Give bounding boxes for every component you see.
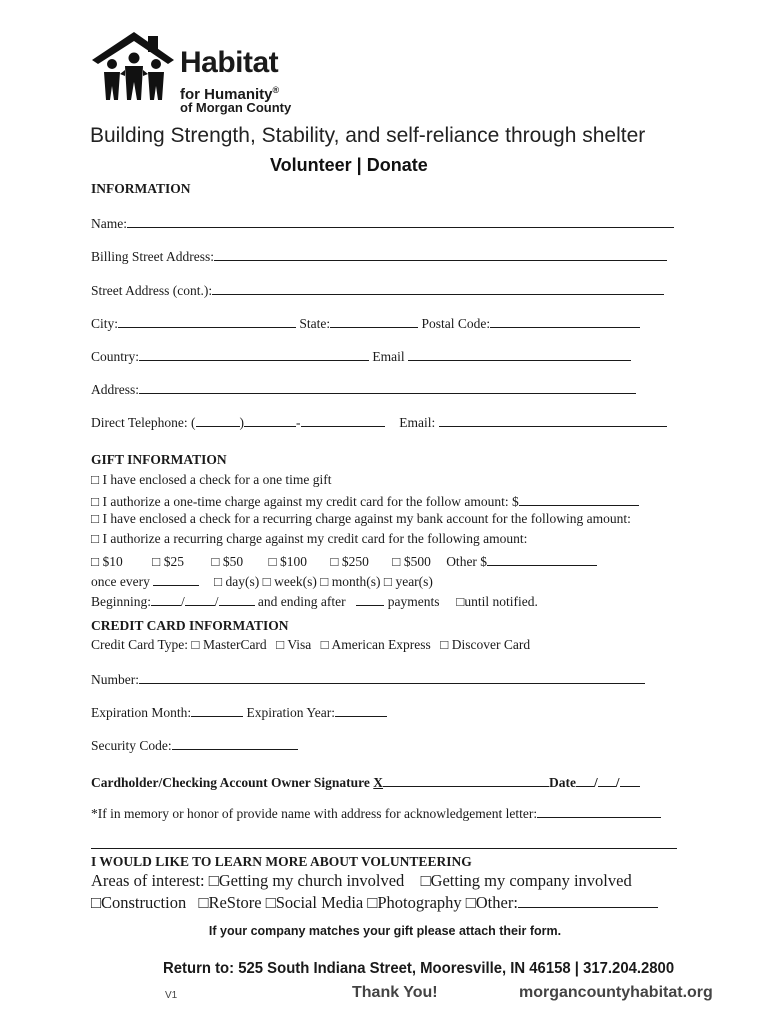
logo-county-text: of Morgan County <box>180 100 292 115</box>
memory-field[interactable] <box>537 804 661 818</box>
expiration-row <box>91 703 387 721</box>
email1-field[interactable] <box>408 347 631 361</box>
amount-option[interactable]: □ $10 <box>91 554 123 569</box>
other-amount-label: Other $ <box>446 554 488 569</box>
signature-label: Cardholder/Checking Account Owner Signature <box>91 775 370 790</box>
card-type-label: Credit Card Type: <box>91 637 189 652</box>
match-note: If your company matches your gift please attach their form. <box>208 924 562 938</box>
other-interest-field[interactable] <box>518 892 658 908</box>
period-option[interactable]: □ week(s) <box>262 574 317 589</box>
payments-label: payments <box>387 594 440 609</box>
amount-option[interactable]: □ $500 <box>392 554 431 569</box>
checkbox-icon[interactable]: □ <box>330 554 339 569</box>
card-number-field[interactable] <box>139 670 645 684</box>
checkbox-icon[interactable]: □ <box>213 574 223 589</box>
address-label: Address: <box>91 382 139 397</box>
checkbox-icon[interactable]: □ <box>91 531 100 546</box>
exp-year-field[interactable] <box>335 703 387 717</box>
amount-option[interactable]: □ $250 <box>330 554 369 569</box>
card-type-option[interactable]: □ Discover Card <box>440 637 531 652</box>
restore-option[interactable]: □ReStore <box>198 893 262 912</box>
card-type-option[interactable]: □ Visa <box>276 637 312 652</box>
memory-line-2[interactable] <box>91 848 677 849</box>
exp-month-field[interactable] <box>191 703 243 717</box>
ending-label: and ending after <box>257 594 346 609</box>
checkbox-icon[interactable]: □ <box>367 893 378 912</box>
signature-field[interactable] <box>383 773 549 787</box>
gift-option-2[interactable]: □ I authorize a one-time charge against my credit card for the follow amount: $ <box>91 492 639 510</box>
frequency-row <box>91 572 433 590</box>
areas-label: Areas of interest: <box>91 871 205 890</box>
checkbox-icon[interactable]: □ <box>465 893 476 912</box>
amount-row <box>91 552 597 570</box>
period-option[interactable]: □ day(s) <box>213 574 260 589</box>
other-amount-field[interactable] <box>487 552 597 566</box>
address-field[interactable] <box>139 380 636 394</box>
date-month-field[interactable] <box>576 773 594 787</box>
checkbox-icon[interactable]: □ <box>91 472 100 487</box>
billing-row <box>91 247 667 265</box>
checkbox-icon[interactable]: □ <box>265 893 276 912</box>
country-field[interactable] <box>139 347 369 361</box>
phone-area-field[interactable] <box>196 413 240 427</box>
gift-option-3[interactable]: □ I have enclosed a check for a recurring charge against my bank account for the following amount: <box>91 511 631 526</box>
begin-year-field[interactable] <box>219 592 255 606</box>
gift-heading: GIFT INFORMATION <box>91 452 227 467</box>
card-type-option[interactable]: □ MasterCard <box>191 637 267 652</box>
city-row <box>91 314 640 332</box>
card-type-row <box>91 637 530 653</box>
company-option[interactable]: □Getting my company involved <box>420 871 632 890</box>
country-label: Country: <box>91 349 140 364</box>
amount-option[interactable]: □ $100 <box>268 554 307 569</box>
period-option[interactable]: □ month(s) <box>320 574 381 589</box>
checkbox-icon[interactable]: □ <box>152 554 161 569</box>
thank-you: Thank You! <box>352 984 438 1001</box>
credit-card-heading: CREDIT CARD INFORMATION <box>91 618 289 633</box>
phone-prefix-field[interactable] <box>244 413 296 427</box>
checkbox-icon[interactable]: □ <box>456 594 465 609</box>
habitat-logo <box>90 30 310 122</box>
period-option[interactable]: □ year(s) <box>383 574 433 589</box>
exp-year-label: Expiration Year: <box>246 705 335 720</box>
city-field[interactable] <box>118 314 296 328</box>
checkbox-icon[interactable]: □ <box>262 574 271 589</box>
checkbox-icon[interactable]: □ <box>276 637 285 652</box>
social-option[interactable]: □Social Media <box>265 893 364 912</box>
one-time-amount-field[interactable] <box>519 492 639 506</box>
name-field[interactable] <box>127 214 674 228</box>
phone-row: Direct Telephone: ( ) - Email: <box>91 413 667 431</box>
security-field[interactable] <box>172 736 298 750</box>
phone-label: Direct Telephone: ( <box>91 415 196 430</box>
exp-month-label: Expiration Month: <box>91 705 192 720</box>
city-label: City: <box>91 316 119 331</box>
card-number-label: Number: <box>91 672 139 687</box>
date-label: Date <box>549 775 577 790</box>
areas-row <box>91 871 632 891</box>
checkbox-icon[interactable]: □ <box>198 893 209 912</box>
email2-label: Email: <box>399 415 436 430</box>
beginning-label: Beginning: <box>91 594 151 609</box>
logo-habitat-text: Habitat <box>180 46 279 79</box>
checkbox-icon[interactable]: □ <box>91 511 100 526</box>
checkbox-icon[interactable]: □ <box>392 554 401 569</box>
interests-row <box>91 892 658 913</box>
street-cont-row <box>91 281 664 299</box>
church-option[interactable]: □Getting my church involved <box>208 871 405 890</box>
tagline: Building Strength, Stability, and self-reliance through shelter <box>90 124 646 147</box>
checkbox-icon[interactable]: □ <box>420 871 431 890</box>
frequency-field[interactable] <box>153 572 199 586</box>
checkbox-icon[interactable]: □ <box>191 637 200 652</box>
security-label: Security Code: <box>91 738 172 753</box>
name-row <box>91 214 674 232</box>
date-year-field[interactable] <box>620 773 640 787</box>
email2-field[interactable] <box>439 413 667 427</box>
volunteer-heading: I WOULD LIKE TO LEARN MORE ABOUT VOLUNTEERING <box>91 854 472 869</box>
street-cont-field[interactable] <box>212 281 664 295</box>
gift-option-4[interactable]: □ I authorize a recurring charge against my credit card for the following amount: <box>91 531 528 546</box>
checkbox-icon[interactable]: □ <box>320 637 329 652</box>
house-people-icon <box>90 30 176 102</box>
logo-humanity-text: for Humanity® <box>180 85 280 103</box>
gift-option-1[interactable]: □ I have enclosed a check for a one time gift <box>91 472 332 487</box>
checkbox-icon[interactable]: □ <box>91 554 100 569</box>
billing-field[interactable] <box>214 247 667 261</box>
information-heading: INFORMATION <box>91 181 191 196</box>
until-notified-option[interactable]: □until notified. <box>456 594 538 609</box>
website-link[interactable]: morgancountyhabitat.org <box>519 984 713 1001</box>
checkbox-icon[interactable]: □ <box>208 871 219 890</box>
security-row <box>91 736 298 754</box>
amount-option[interactable]: □ $25 <box>152 554 184 569</box>
postal-label: Postal Code: <box>421 316 491 331</box>
signature-row: Cardholder/Checking Account Owner Signature X Date / / <box>91 773 640 791</box>
checkbox-icon[interactable]: □ <box>440 637 449 652</box>
construction-option[interactable]: □Construction <box>91 893 187 912</box>
signature-x: X <box>373 775 384 790</box>
version-label: V1 <box>165 990 178 1001</box>
billing-label: Billing Street Address: <box>91 249 214 264</box>
street-cont-label: Street Address (cont.): <box>91 283 213 298</box>
once-every-label: once every <box>91 574 150 589</box>
checkbox-icon[interactable]: □ <box>211 554 220 569</box>
checkbox-icon[interactable]: □ <box>91 893 101 912</box>
phone-line-field[interactable] <box>301 413 385 427</box>
state-label: State: <box>299 316 331 331</box>
payments-count-field[interactable] <box>356 592 384 606</box>
photo-option[interactable]: □Photography <box>367 893 462 912</box>
memory-row <box>91 804 661 822</box>
begin-day-field[interactable] <box>185 592 215 606</box>
state-field[interactable] <box>330 314 418 328</box>
email1-label: Email <box>372 349 405 364</box>
amount-option[interactable]: □ $50 <box>211 554 244 569</box>
checkbox-icon[interactable]: □ <box>320 574 329 589</box>
name-label: Name: <box>91 216 127 231</box>
page-subtitle: Volunteer | Donate <box>270 155 428 175</box>
beginning-row: Beginning: / / and ending after payments □until notified. <box>91 594 538 609</box>
card-type-option[interactable]: □ American Express <box>320 637 431 652</box>
memory-label: *If in memory or honor of provide name with address for acknowledgement letter: <box>91 806 538 821</box>
begin-month-field[interactable] <box>151 592 181 606</box>
checkbox-icon[interactable]: □ <box>268 554 277 569</box>
card-number-row <box>91 670 645 688</box>
checkbox-icon[interactable]: □ <box>383 574 393 589</box>
address-row <box>91 380 636 398</box>
other-option[interactable]: □Other: <box>465 893 518 912</box>
postal-field[interactable] <box>490 314 640 328</box>
checkbox-icon[interactable]: □ <box>91 494 100 509</box>
return-address: Return to: 525 South Indiana Street, Mooresville, IN 46158 | 317.204.2800 <box>163 960 675 977</box>
country-row <box>91 347 631 365</box>
date-day-field[interactable] <box>598 773 616 787</box>
